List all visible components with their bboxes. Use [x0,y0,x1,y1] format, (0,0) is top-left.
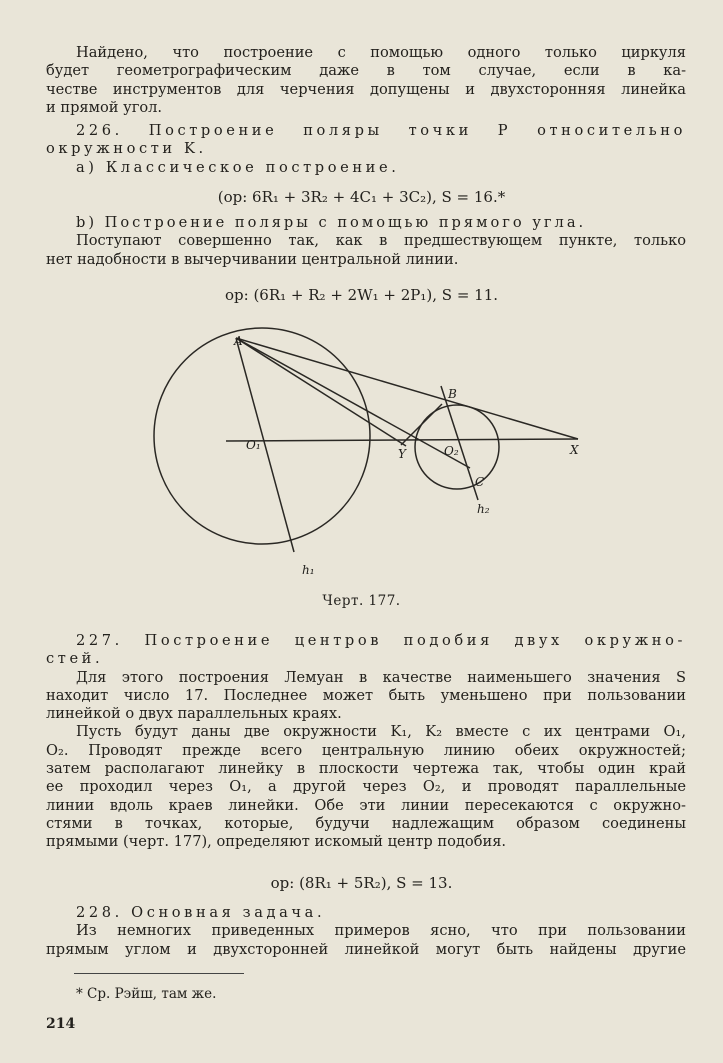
text-line: прямыми (черт. 177), определяют искомый центр подобия. [46,833,507,851]
label-a: A [234,334,243,348]
section-title: стей. [46,650,104,668]
text-line: находит число 17. Последнее может быть уменьшено при пользовании [46,686,686,704]
text-line: честве инструментов для черчения допущены и двухсторонняя линейка [46,80,686,98]
section-227 [46,632,686,852]
text-line: и прямой угол. [46,98,163,116]
page-number: 214 [46,1016,76,1032]
line-b-y [401,404,442,445]
text-line: ее проходил через O₁, а другой через O₂, и проводят параллельные [46,778,686,796]
text-line: Найдено, что построение с помощью одного только циркуля [76,44,686,61]
line-a-x [236,338,578,439]
footnote-rule [74,973,244,974]
section-228 [46,904,686,959]
text-line: Пусть будут даны две окружности K₁, K₂ вместе с их центрами O₁, [76,723,686,741]
label-o2: O₂ [444,444,459,458]
text-line: Для этого построения Лемуан в качестве наименьшего значения S [76,668,686,686]
text-line: нет надобности в вычерчивании центральной линии. [46,250,459,268]
formula-227: op: (8R₁ + 5R₂), S = 13. [270,874,453,892]
central-line [226,439,578,441]
text-line: Из немногих приведенных примеров ясно, что при пользовании [76,922,686,940]
section-title: окружности K. [46,140,207,158]
subsection-a: а) Классическое построение. [76,158,400,176]
text-line: O₂. Проводят прежде всего центральную линию обеих окружностей; [46,741,686,759]
label-h1: h₁ [302,563,315,577]
label-h2: h₂ [477,502,490,516]
text-line: стями в точках, которые, будучи надлежащим образом соединены [46,814,686,832]
text-line: будет геометрографическим даже в том случае, если в ка- [46,62,686,80]
line-h2 [441,386,478,500]
section-title: 227. Построение центров подобия двух окружно- [76,632,686,649]
formula-b: op: (6R₁ + R₂ + 2W₁ + 2P₁), S = 11. [224,286,499,304]
section-title: 226. Построение поляры точки P относительно [76,122,686,139]
figure-caption: Черт. 177. [322,593,401,609]
label-o1: O₁ [246,438,261,452]
text-line: линейкой о двух параллельных краях. [46,705,342,723]
formula-a: (op: 6R₁ + 3R₂ + 4C₁ + 3C₂), S = 16.* [217,188,506,206]
label-x: X [570,443,579,457]
text-line: затем располагают линейку в плоскости чертежа так, чтобы один край [46,760,686,778]
footnote: * Ср. Рэйш, там же. [76,986,217,1002]
line-a-c [236,338,470,468]
text-line: линии вдоль краев линейки. Обе эти линии пересекаются с окружно- [46,796,686,814]
subsection-b: b) Построение поляры с помощью прямого угла. [76,214,587,231]
label-b: B [448,387,457,401]
section-title: 228. Основная задача. [76,904,326,921]
text-line: прямым углом и двухсторонней линейкой могут быть найдены другие [46,940,686,958]
label-y: Y [398,447,406,461]
label-c: C [475,475,485,489]
text-line: Поступают совершенно так, как в предшествующем пункте, только [76,232,686,250]
